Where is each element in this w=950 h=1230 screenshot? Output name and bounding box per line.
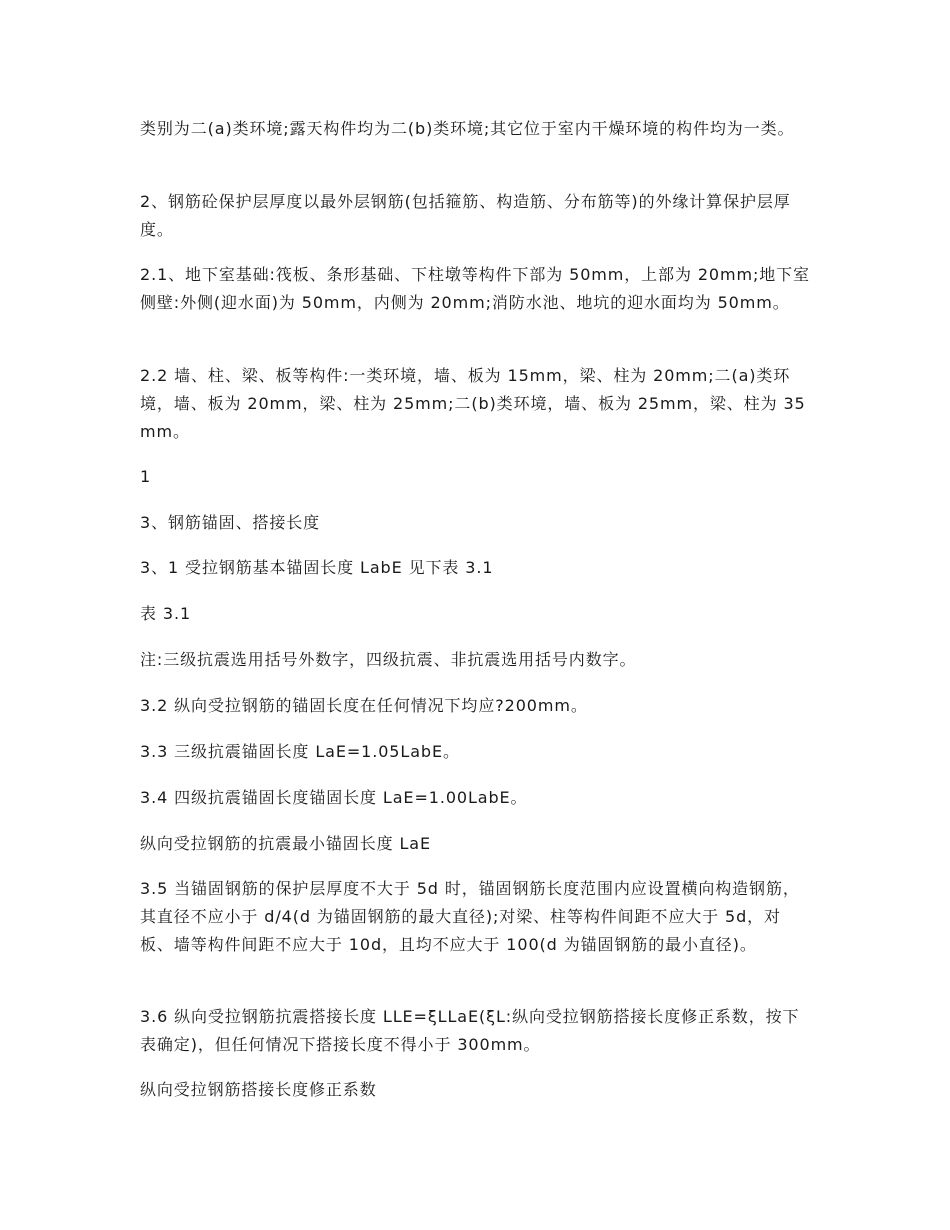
subheading-lap-factor: 纵向受拉钢筋搭接长度修正系数 [140,1080,377,1099]
paragraph-basic-anchorage: 3、1 受拉钢筋基本锚固长度 LabE 见下表 3.1 [140,558,494,577]
page-number: 1 [140,467,152,486]
section-heading-anchorage: 3、钢筋锚固、搭接长度 [140,513,321,532]
paragraph-3-2: 3.2 纵向受拉钢筋的锚固长度在任何情况下均应?200mm。 [140,696,588,715]
paragraph-3-3: 3.3 三级抗震锚固长度 LaE=1.05LabE。 [140,742,460,761]
paragraph-3-4: 3.4 四级抗震锚固长度锚固长度 LaE=1.00LabE。 [140,788,528,807]
table-note: 注:三级抗震选用括号外数字，四级抗震、非抗震选用括号内数字。 [140,650,637,669]
paragraph-cover-thickness: 2、钢筋砼保护层厚度以最外层钢筋(包括箍筋、构造筋、分布筋等)的外缘计算保护层厚度。 [140,192,791,239]
table-caption: 表 3.1 [140,604,192,623]
paragraph-environment-class: 类别为二(a)类环境;露天构件均为二(b)类环境;其它位于室内干燥环境的构件均为一类。 [140,119,795,138]
subheading-min-anchorage: 纵向受拉钢筋的抗震最小锚固长度 LaE [140,834,432,853]
paragraph-3-6: 3.6 纵向受拉钢筋抗震搭接长度 LLE=ξLLaE(ξL:纵向受拉钢筋搭接长度修正系数，按下表确定)，但任何情况下搭接长度不得小于 300mm。 [140,1007,800,1054]
paragraph-3-5: 3.5 当锚固钢筋的保护层厚度不大于 5d 时，锚固钢筋长度范围内应设置横向构造钢筋，其直径不应小于 d/4(d 为锚固钢筋的最大直径);对梁、柱等构件间距不应大于 5d，对板、墙等构件间距不应大于 10d，且均不应大于 100(d 为锚固钢筋的最小直径)。 [140,879,800,954]
paragraph-member-cover: 2.2 墙、柱、梁、板等构件:一类环境，墙、板为 15mm，梁、柱为 20mm;二(a)类环境，墙、板为 20mm，梁、柱为 25mm;二(b)类环境，墙、板为 25mm，梁、柱为 35mm。 [140,366,806,441]
paragraph-basement-cover: 2.1、地下室基础:筏板、条形基础、下柱墩等构件下部为 50mm，上部为 20mm;地下室侧壁:外侧(迎水面)为 50mm，内侧为 20mm;消防水池、地坑的迎水面均为 50mm。 [140,265,810,312]
